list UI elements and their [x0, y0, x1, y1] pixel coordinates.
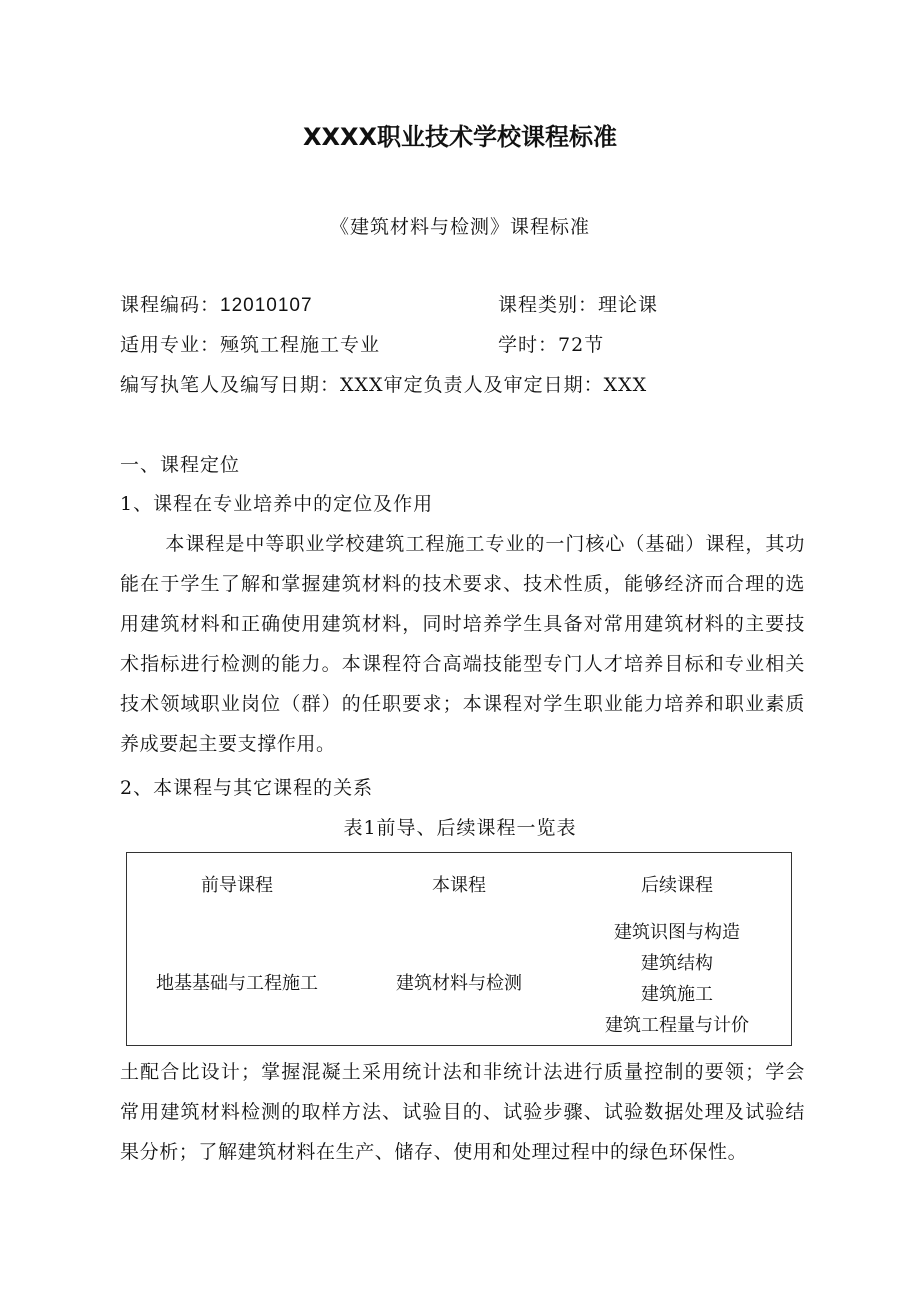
objectives-paragraph-tail: 土配合比设计；掌握混凝土采用统计法和非统计法进行质量控制的要领；学会常用建筑材料检测的取样方法、试验目的、试验步骤、试验数据处理及试验结果分析；了解建筑材料在生产、储存、使用和处理过程中的绿色环保性。: [120, 1061, 805, 1163]
course-relation-table: [126, 852, 792, 1046]
major-label: 适用专业：: [120, 334, 221, 356]
major-row: [120, 330, 380, 357]
hours-label: 学时：: [498, 334, 559, 356]
positioning-paragraph-text: 本课程是中等职业学校建筑工程施工专业的一门核心（基础）课程，其功能在于学生了解和掌握建筑材料的技术要求、技术性质，能够经济而合理的选用建筑材料和正确使用建筑材料，同时培养学生具备对常用建筑材料的主要技术指标进行检测的能力。本课程符合高端技能型专门人才培养目标和专业相关技术领域职业岗位（群）的任职要求；本课程对学生职业能力培养和职业素质养成要起主要支撑作用。: [120, 533, 805, 755]
major-value: 殛筑工程施工专业: [220, 334, 381, 356]
authors-row: 编写执笔人及编写日期：XXX审定负责人及审定日期：XXX: [120, 374, 648, 396]
hours-row: [498, 330, 604, 357]
section-heading: 一、课程定位: [120, 454, 241, 476]
header-current: 本课程: [432, 875, 486, 896]
course-type-label: 课程类别：: [498, 294, 599, 316]
followup-item: 建筑施工: [641, 984, 713, 1005]
subsection-heading-1: 1、课程在专业培养中的定位及作用: [120, 493, 434, 515]
header-followup: 后续课程: [641, 875, 713, 896]
positioning-paragraph: [120, 524, 805, 764]
header-prerequisite: 前导课程: [201, 875, 273, 896]
document-title: XXXX职业技术学校课程标准: [302, 123, 617, 151]
hours-value: 72节: [558, 334, 605, 356]
followup-item: 建筑工程量与计价: [605, 1015, 749, 1036]
course-code-value: 12010107: [220, 295, 313, 316]
cell-prerequisite: 地基基础与工程施工: [156, 973, 318, 994]
followup-item: 建筑识图与构造: [614, 922, 740, 943]
course-code-row: [120, 290, 313, 317]
subsection-heading-2: 2、本课程与其它课程的关系: [120, 777, 374, 799]
cell-current: 建筑材料与检测: [396, 973, 522, 994]
course-code-label: 课程编码：: [120, 294, 221, 316]
course-type-row: [498, 290, 658, 317]
course-type-value: 理论课: [598, 294, 659, 316]
document-subtitle: 《建筑材料与检测》课程标准: [329, 216, 590, 238]
table-caption: 表1前导、后续课程一览表: [343, 817, 577, 839]
cell-followups: [567, 917, 787, 1041]
followup-item: 建筑结构: [641, 953, 713, 974]
